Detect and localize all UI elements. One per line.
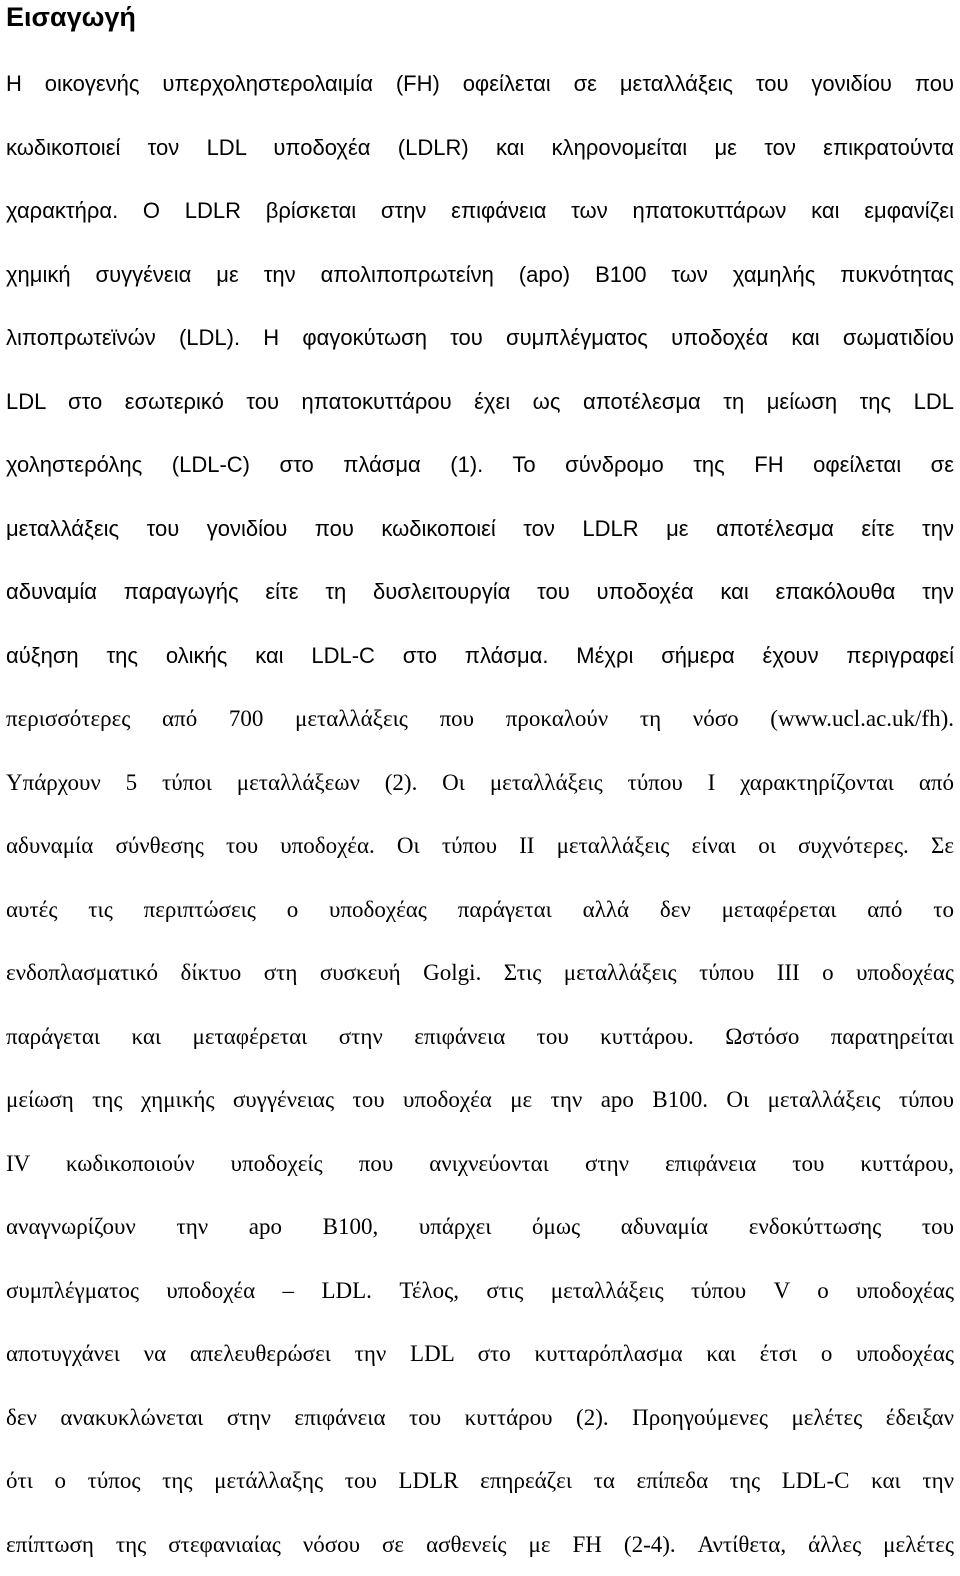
paragraph-line: LDL στο εσωτερικό του ηπατοκυττάρου έχει ως αποτέλεσμα τη μείωση της LDL xyxy=(6,370,954,434)
paragraph-line: Υπάρχουν 5 τύποι μεταλλάξεων (2). Οι μεταλλάξεις τύπου I χαρακτηρίζονται από xyxy=(6,751,954,815)
introduction-paragraph xyxy=(6,52,954,1576)
paragraph-line: ότι ο τύπος της μετάλλαξης του LDLR επηρεάζει τα επίπεδα της LDL-C και την xyxy=(6,1449,954,1513)
paragraph-line: αυτές τις περιπτώσεις ο υποδοχέας παράγεται αλλά δεν μεταφέρεται από το xyxy=(6,878,954,942)
paragraph-line: δεν ανακυκλώνεται στην επιφάνεια του κυττάρου (2). Προηγούμενες μελέτες έδειξαν xyxy=(6,1386,954,1450)
paragraph-line: επίπτωση της στεφανιαίας νόσου σε ασθενείς με FH (2-4). Αντίθετα, άλλες μελέτες xyxy=(6,1513,954,1576)
paragraph-line: ενδοπλασματικό δίκτυο στη συσκευή Golgi. Στις μεταλλάξεις τύπου III ο υποδοχέας xyxy=(6,941,954,1005)
paragraph-line: Η οικογενής υπερχοληστερολαιμία (FH) οφείλεται σε μεταλλάξεις του γονιδίου που xyxy=(6,52,954,116)
paragraph-line: IV κωδικοποιούν υποδοχείς που ανιχνεύονται στην επιφάνεια του κυττάρου, xyxy=(6,1132,954,1196)
section-heading: Εισαγωγή xyxy=(6,0,136,34)
paragraph-line: αδυναμία σύνθεσης του υποδοχέα. Οι τύπου II μεταλλάξεις είναι οι συχνότερες. Σε xyxy=(6,814,954,878)
paragraph-line: μείωση της χημικής συγγένειας του υποδοχέα με την apo B100. Οι μεταλλάξεις τύπου xyxy=(6,1068,954,1132)
paragraph-line: κωδικοποιεί τον LDL υποδοχέα (LDLR) και κληρονομείται με τον επικρατούντα xyxy=(6,116,954,180)
paragraph-line: χοληστερόλης (LDL-C) στο πλάσμα (1). Το σύνδρομο της FH οφείλεται σε xyxy=(6,433,954,497)
paragraph-line: αναγνωρίζουν την apo B100, υπάρχει όμως αδυναμία ενδοκύττωσης του xyxy=(6,1195,954,1259)
paragraph-line: χαρακτήρα. Ο LDLR βρίσκεται στην επιφάνεια των ηπατοκυττάρων και εμφανίζει xyxy=(6,179,954,243)
paragraph-line: αποτυγχάνει να απελευθερώσει την LDL στο κυτταρόπλασμα και έτσι ο υποδοχέας xyxy=(6,1322,954,1386)
paragraph-line: μεταλλάξεις του γονιδίου που κωδικοποιεί τον LDLR με αποτέλεσμα είτε την xyxy=(6,497,954,561)
paragraph-line: αδυναμία παραγωγής είτε τη δυσλειτουργία του υποδοχέα και επακόλουθα την xyxy=(6,560,954,624)
paragraph-line: αύξηση της ολικής και LDL-C στο πλάσμα. Μέχρι σήμερα έχουν περιγραφεί xyxy=(6,624,954,688)
paragraph-line: χημική συγγένεια με την απολιποπρωτείνη (apo) B100 των χαμηλής πυκνότητας xyxy=(6,243,954,307)
paragraph-line: περισσότερες από 700 μεταλλάξεις που προκαλούν τη νόσο (www.ucl.ac.uk/fh). xyxy=(6,687,954,751)
paragraph-line: παράγεται και μεταφέρεται στην επιφάνεια του κυττάρου. Ωστόσο παρατηρείται xyxy=(6,1005,954,1069)
paragraph-line: συμπλέγματος υποδοχέα – LDL. Τέλος, στις μεταλλάξεις τύπου V ο υποδοχέας xyxy=(6,1259,954,1323)
paragraph-line: λιποπρωτεϊνών (LDL). Η φαγοκύτωση του συμπλέγματος υποδοχέα και σωματιδίου xyxy=(6,306,954,370)
